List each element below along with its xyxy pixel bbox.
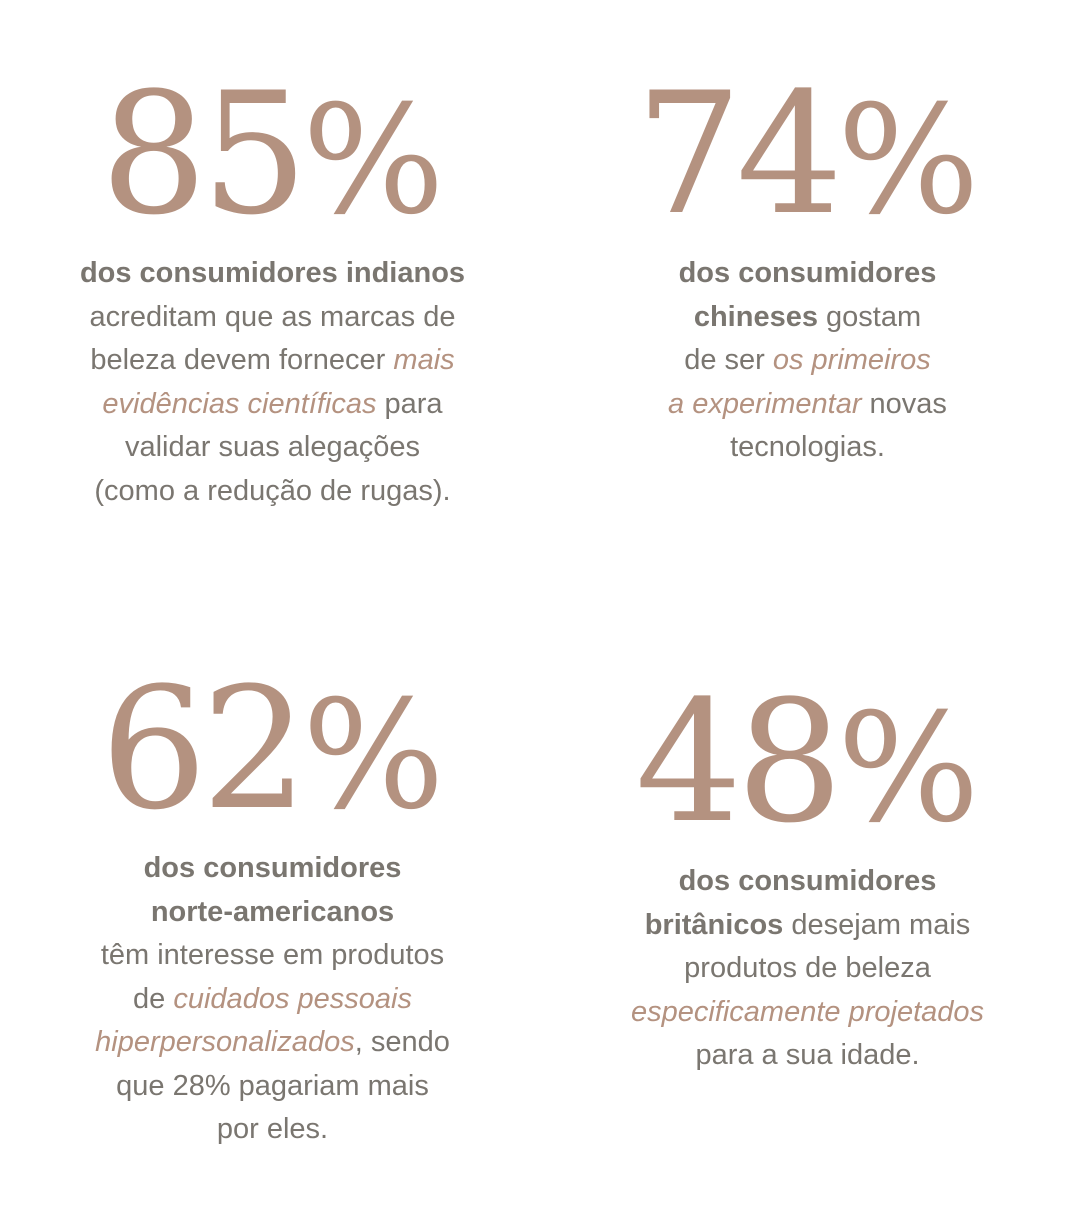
emphasis-text: britânicos (644, 908, 784, 941)
description-line (575, 904, 1040, 948)
body-text: validar suas alegações (124, 431, 420, 463)
description-line (40, 1021, 505, 1065)
body-text: gostam (817, 300, 922, 333)
stat-description (575, 860, 1040, 1078)
emphasis-text: chineses (693, 300, 818, 333)
highlight-text: hiperpersonalizados (95, 1026, 355, 1058)
percent-sign: % (837, 74, 980, 248)
emphasis-text: dos consumidores (678, 257, 937, 289)
body-text: , sendo (354, 1026, 450, 1058)
description-line (40, 383, 505, 427)
stat-number (575, 664, 1040, 860)
description-line (40, 252, 505, 296)
description-line (40, 296, 505, 340)
stat-value: 74 (635, 56, 838, 252)
stat-china (575, 56, 1040, 470)
highlight-text: cuidados pessoais (173, 982, 412, 1015)
stat-description (575, 252, 1040, 470)
emphasis-text: dos consumidores (678, 865, 937, 897)
body-text: para (376, 387, 443, 420)
stat-value: 48 (635, 664, 838, 860)
stat-number (575, 56, 1040, 252)
stat-uk (575, 664, 1040, 1078)
body-text: por eles. (216, 1113, 329, 1145)
body-text: desejam mais (783, 908, 971, 941)
body-text: tecnologias. (730, 431, 885, 463)
body-text: que 28% pagariam mais (116, 1069, 429, 1102)
stat-north-america (40, 651, 505, 1152)
highlight-text: especificamente projetados (630, 995, 985, 1028)
body-text: de (133, 982, 174, 1015)
description-line (40, 1065, 505, 1109)
highlight-text: mais (393, 344, 455, 376)
stat-number (40, 56, 505, 252)
body-text: acreditam que as marcas de (89, 300, 456, 333)
body-text: para a sua idade. (695, 1039, 920, 1071)
body-text: têm interesse em produtos (100, 939, 445, 971)
description-line (40, 339, 505, 383)
stat-description (40, 847, 505, 1152)
description-line (575, 252, 1040, 296)
stat-value: 62 (100, 651, 303, 847)
highlight-text: os primeiros (772, 344, 931, 376)
stat-description (40, 252, 505, 513)
description-line (40, 847, 505, 891)
description-line (575, 991, 1040, 1035)
emphasis-text: norte-americanos (150, 895, 395, 928)
description-line (575, 296, 1040, 340)
body-text: (como a redução de rugas). (94, 474, 451, 507)
description-line (575, 339, 1040, 383)
description-line (40, 1108, 505, 1152)
stat-india (40, 56, 505, 513)
description-line (40, 470, 505, 514)
stat-value: 85 (100, 56, 303, 252)
description-line (40, 891, 505, 935)
percent-sign: % (837, 682, 980, 856)
description-line (575, 383, 1040, 427)
description-line (575, 860, 1040, 904)
description-line (40, 426, 505, 470)
highlight-text: evidências científicas (102, 387, 377, 420)
body-text: beleza devem fornecer (90, 344, 394, 376)
emphasis-text: dos consumidores (143, 852, 402, 884)
description-line (40, 934, 505, 978)
description-line (40, 978, 505, 1022)
percent-sign: % (302, 669, 445, 843)
body-text: novas (861, 387, 947, 420)
body-text: de ser (684, 344, 773, 376)
emphasis-text: dos consumidores indianos (79, 257, 466, 289)
body-text: produtos de beleza (684, 952, 931, 984)
description-line (575, 947, 1040, 991)
description-line (575, 1034, 1040, 1078)
stat-number (40, 651, 505, 847)
percent-sign: % (302, 74, 445, 248)
description-line (575, 426, 1040, 470)
highlight-text: a experimentar (668, 387, 862, 420)
